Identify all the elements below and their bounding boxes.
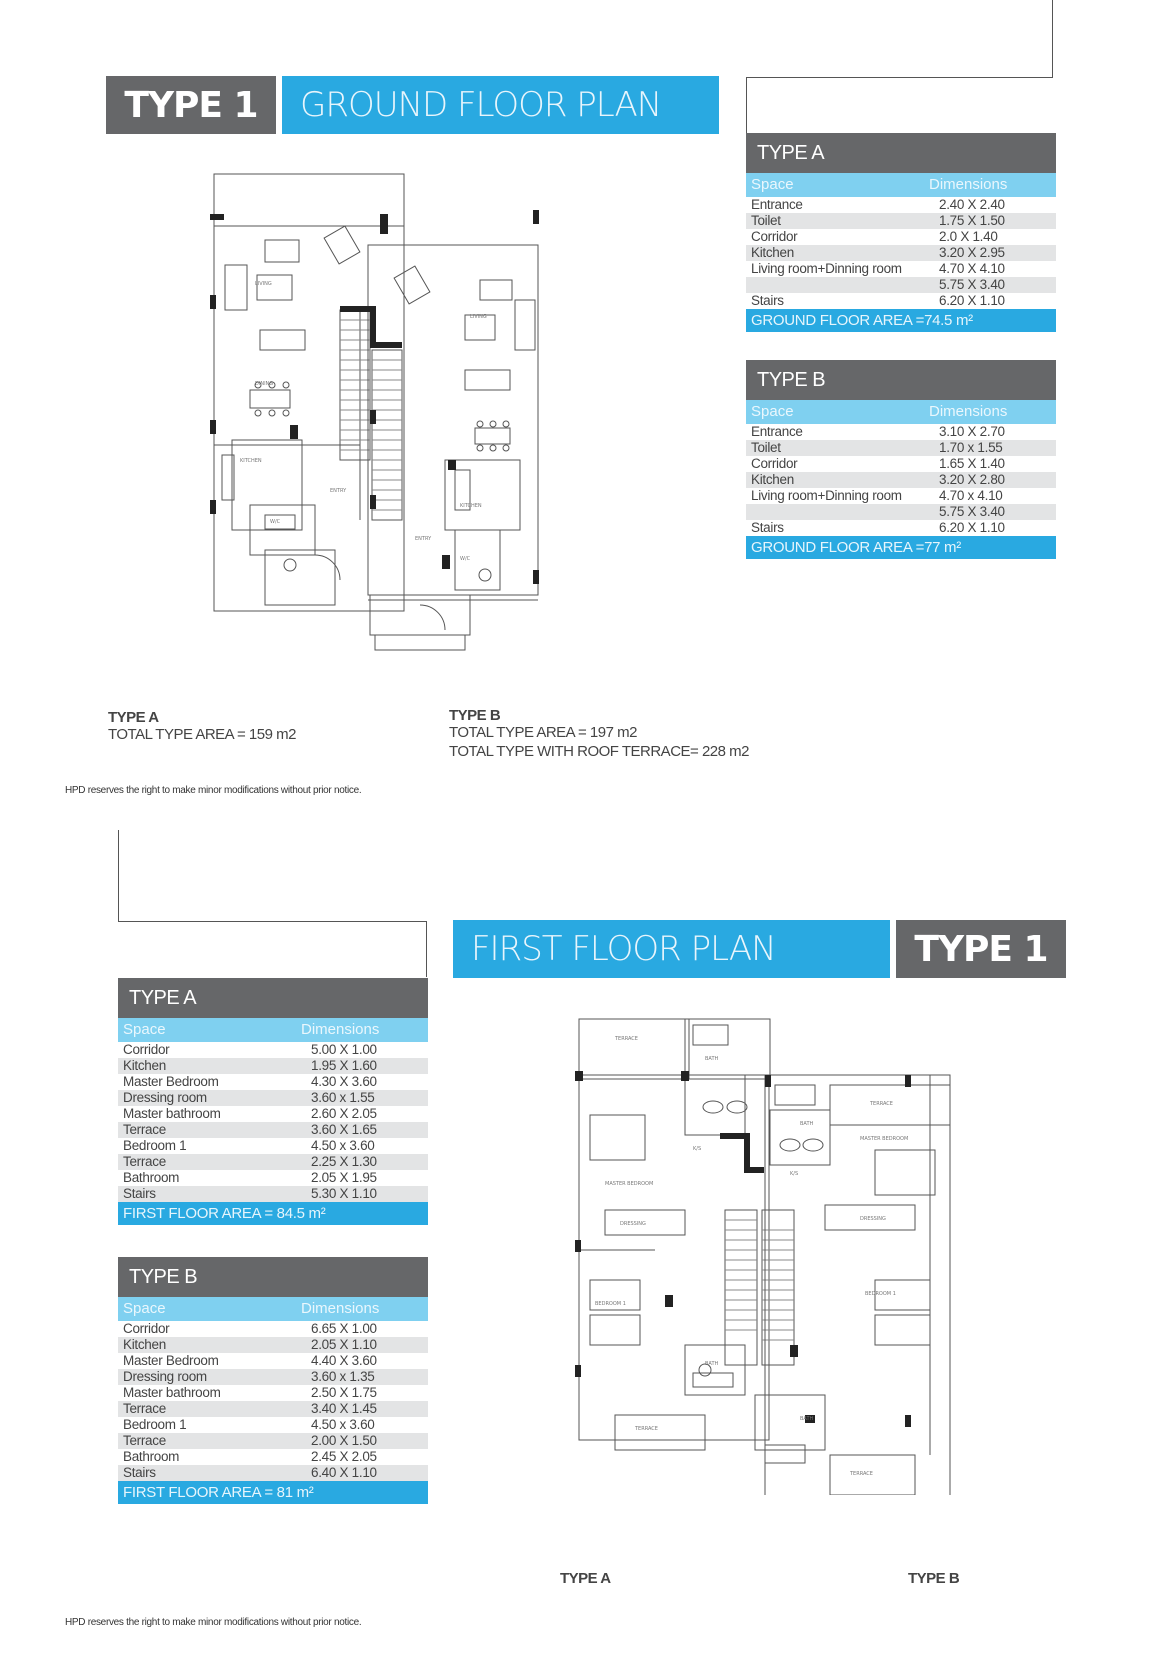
room-label-living: LIVING [255,281,272,287]
frame-line-top-vertical [746,77,747,133]
space-cell: Stairs [751,293,784,308]
table-row [118,1369,428,1385]
dims-cell: 2.40 X 2.40 [939,197,1005,212]
table-row [118,1122,428,1138]
col-space: Space [123,1021,166,1038]
room-label-entry: ENTRY [330,488,347,494]
space-cell: Terrace [123,1122,166,1137]
ground-floor-plan-drawing [210,170,580,652]
space-cell: Stairs [751,520,784,535]
frame-line-bottom-horizontal [118,921,427,922]
dims-cell: 4.70 x 4.10 [939,488,1003,503]
table-row [746,440,1056,456]
room-label-kitchen: KITCHEN [240,458,262,464]
space-cell: Terrace [123,1433,166,1448]
room-label-wc: W/C [270,519,281,525]
room-label-master-bedroom: MASTER BEDROOM [605,1181,654,1187]
dims-cell: 4.50 x 3.60 [311,1138,375,1153]
room-label-terrace-2: TERRACE [635,1426,658,1432]
type-label: TYPE 1 [896,920,1066,978]
dims-cell: 1.95 X 1.60 [311,1058,377,1073]
room-label-ks: K/S [693,1146,702,1152]
col-dimensions: Dimensions [301,1300,380,1317]
table-row [746,520,1056,536]
space-cell: Kitchen [123,1058,166,1073]
table-row [746,293,1056,309]
room-label-ks-b: K/S [790,1171,799,1177]
room-label-living-b: LIVING [470,314,487,320]
space-cell: Corridor [123,1321,170,1336]
dims-cell: 1.70 x 1.55 [939,440,1003,455]
spec-column-header [746,400,1056,424]
plan-title: FIRST FLOOR PLAN [453,920,890,978]
dims-cell: 2.0 X 1.40 [939,229,998,244]
table-row [118,1417,428,1433]
space-cell: Stairs [123,1186,156,1201]
dims-cell: 2.00 X 1.50 [311,1433,377,1448]
ground-spec-type-b [746,360,1056,559]
frame-line-top [746,77,1053,78]
table-row [118,1449,428,1465]
dims-cell: 4.40 X 3.60 [311,1353,377,1368]
dims-cell: 4.30 X 3.60 [311,1074,377,1089]
col-space: Space [751,403,794,420]
floor-plan-svg [210,170,580,652]
plan-label-type-a: TYPE A [560,1570,611,1587]
dims-cell: 4.70 X 4.10 [939,261,1005,276]
room-label-entry-b: ENTRY [415,536,432,542]
dims-cell: 2.60 X 2.05 [311,1106,377,1121]
dims-cell: 5.30 X 1.10 [311,1186,377,1201]
table-row [118,1042,428,1058]
space-cell: Bedroom 1 [123,1417,187,1432]
frame-line-bottom-vertical [118,830,119,922]
spec-total: FIRST FLOOR AREA = 84.5 m² [118,1202,428,1225]
dims-cell: 3.60 x 1.55 [311,1090,375,1105]
summary-type-b [449,707,749,760]
table-row [118,1154,428,1170]
spec-total: GROUND FLOOR AREA =77 m² [746,536,1056,559]
table-row [746,197,1056,213]
summary-line: TOTAL TYPE AREA = 197 m2 [449,724,637,741]
dims-cell: 2.50 X 1.75 [311,1385,377,1400]
table-row [118,1186,428,1202]
space-cell: Bedroom 1 [123,1138,187,1153]
spec-heading: TYPE A [746,133,1056,173]
space-cell: Dressing room [123,1090,207,1105]
table-row [118,1106,428,1122]
space-cell: Bathroom [123,1170,180,1185]
first-spec-type-a [118,978,428,1225]
disclaimer-note: HPD reserves the right to make minor modifications without prior notice. [65,1617,362,1628]
col-dimensions: Dimensions [301,1021,380,1038]
corner-line-top [1052,0,1053,77]
dims-cell: 5.75 X 3.40 [939,277,1005,292]
dims-cell: 5.00 X 1.00 [311,1042,377,1057]
space-cell: Bathroom [123,1449,180,1464]
room-label-dining: DINING [255,381,274,387]
first-floor-plan-drawing [575,1015,965,1495]
table-row [118,1465,428,1481]
frame-line-bottom-vertical-right [426,921,427,977]
room-label-terrace-b2: TERRACE [850,1471,873,1477]
dims-cell: 3.40 X 1.45 [311,1401,377,1416]
table-row [746,488,1056,504]
room-label-bedroom-1-b: BEDROOM 1 [865,1291,896,1297]
dims-cell: 6.40 X 1.10 [311,1465,377,1480]
table-row [746,456,1056,472]
table-row [118,1433,428,1449]
space-cell: Toilet [751,440,781,455]
summary-title: TYPE A [108,709,159,726]
col-space: Space [751,176,794,193]
disclaimer-note: HPD reserves the right to make minor modifications without prior notice. [65,785,362,796]
dims-cell: 5.75 X 3.40 [939,504,1005,519]
dims-cell: 3.20 X 2.80 [939,472,1005,487]
table-row [118,1170,428,1186]
table-row [118,1074,428,1090]
space-cell: Entrance [751,424,803,439]
room-label-bedroom-1: BEDROOM 1 [595,1301,626,1307]
dims-cell: 2.25 X 1.30 [311,1154,377,1169]
space-cell: Kitchen [751,245,794,260]
dims-cell: 3.20 X 2.95 [939,245,1005,260]
spec-column-header [118,1297,428,1321]
room-label-dressing-b: DRESSING [860,1216,886,1222]
dims-cell: 2.05 X 1.10 [311,1337,377,1352]
spec-total: FIRST FLOOR AREA = 81 m² [118,1481,428,1504]
room-label-bath-2: BATH [705,1361,719,1367]
spec-heading: TYPE B [746,360,1056,400]
space-cell: Corridor [751,456,798,471]
space-cell: Kitchen [123,1337,166,1352]
spec-heading: TYPE A [118,978,428,1018]
table-row [118,1321,428,1337]
space-cell: Corridor [123,1042,170,1057]
space-cell: Terrace [123,1401,166,1416]
dims-cell: 1.65 X 1.40 [939,456,1005,471]
room-label-bath-b2: BATH [800,1416,814,1422]
dims-cell: 4.50 x 3.60 [311,1417,375,1432]
type-label: TYPE 1 [106,76,276,134]
table-row [746,245,1056,261]
room-label-master-bedroom-b: MASTER BEDROOM [860,1136,909,1142]
dims-cell: 6.20 X 1.10 [939,520,1005,535]
col-space: Space [123,1300,166,1317]
summary-line: TOTAL TYPE AREA = 159 m2 [108,726,296,743]
space-cell: Entrance [751,197,803,212]
space-cell: Master bathroom [123,1106,221,1121]
spec-column-header [118,1018,428,1042]
space-cell: Stairs [123,1465,156,1480]
dims-cell: 3.10 X 2.70 [939,424,1005,439]
plan-label-type-b: TYPE B [908,1570,960,1587]
room-label-bath-b: BATH [800,1121,814,1127]
spec-total: GROUND FLOOR AREA =74.5 m² [746,309,1056,332]
dims-cell: 3.60 X 1.65 [311,1122,377,1137]
space-cell: Master Bedroom [123,1074,219,1089]
space-cell: Living room+Dinning room [751,261,902,276]
table-row [118,1401,428,1417]
col-dimensions: Dimensions [929,403,1008,420]
table-row [118,1058,428,1074]
summary-title: TYPE B [449,707,501,724]
space-cell: Master bathroom [123,1385,221,1400]
summary-type-a [108,709,296,743]
floor-plan-svg [575,1015,965,1495]
dims-cell: 1.75 X 1.50 [939,213,1005,228]
table-row [118,1353,428,1369]
table-row [746,472,1056,488]
dims-cell: 2.05 X 1.95 [311,1170,377,1185]
dims-cell: 6.20 X 1.10 [939,293,1005,308]
summary-line: TOTAL TYPE WITH ROOF TERRACE= 228 m2 [449,743,749,760]
table-row [746,229,1056,245]
space-cell: Toilet [751,213,781,228]
table-row [118,1385,428,1401]
room-label-terrace-b: TERRACE [870,1101,893,1107]
table-row [118,1090,428,1106]
dims-cell: 6.65 X 1.00 [311,1321,377,1336]
first-spec-type-b [118,1257,428,1504]
space-cell: Terrace [123,1154,166,1169]
table-row [746,277,1056,293]
table-row [746,424,1056,440]
spec-column-header [746,173,1056,197]
table-row [118,1138,428,1154]
space-cell: Kitchen [751,472,794,487]
room-label-dressing: DRESSING [620,1221,646,1227]
table-row [746,261,1056,277]
space-cell: Corridor [751,229,798,244]
room-label-terrace: TERRACE [615,1036,638,1042]
space-cell: Dressing room [123,1369,207,1384]
plan-title: GROUND FLOOR PLAN [282,76,719,134]
table-row [746,504,1056,520]
table-row [746,213,1056,229]
room-label-kitchen-b: KITCHEN [460,503,482,509]
table-row [118,1337,428,1353]
spec-heading: TYPE B [118,1257,428,1297]
col-dimensions: Dimensions [929,176,1008,193]
ground-spec-type-a [746,133,1056,332]
dims-cell: 3.60 x 1.35 [311,1369,375,1384]
dims-cell: 2.45 X 2.05 [311,1449,377,1464]
space-cell: Master Bedroom [123,1353,219,1368]
space-cell: Living room+Dinning room [751,488,902,503]
room-label-wc-b: W/C [460,556,471,562]
room-label-bath: BATH [705,1056,719,1062]
